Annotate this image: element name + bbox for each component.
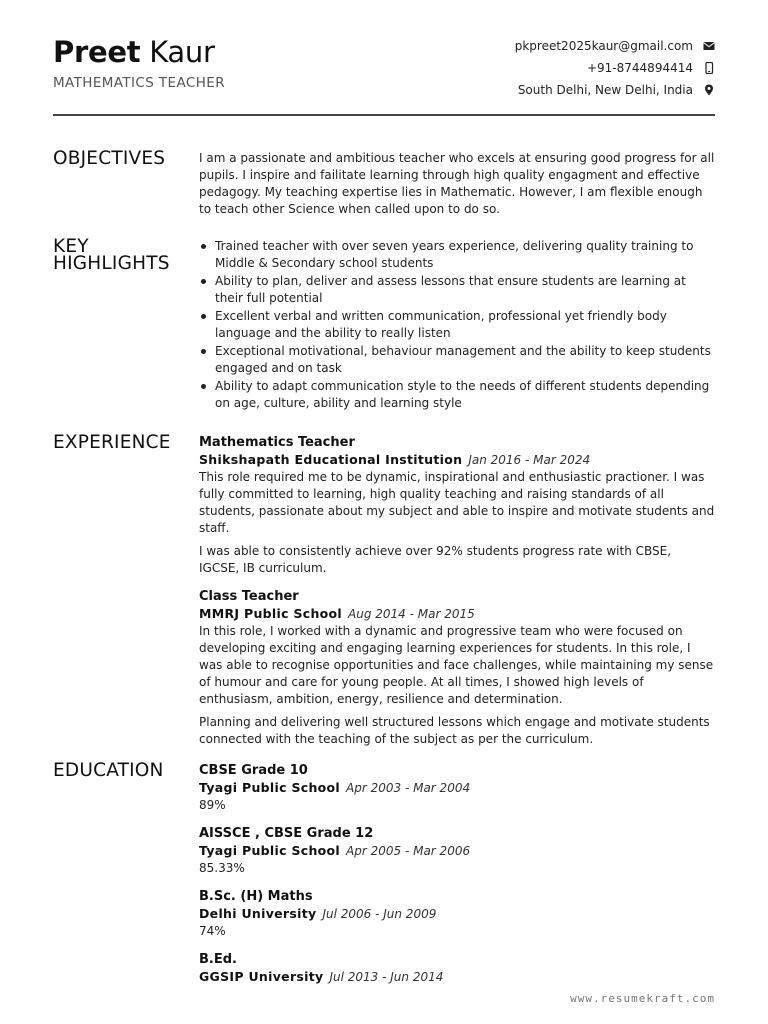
highlight-item [199,378,715,412]
education-entry [199,888,715,940]
location-row [515,82,715,104]
school-name: Delhi University [199,906,317,921]
phone-row [515,60,715,82]
highlight-text: Exceptional motivational, behaviour management and the ability to keep students engaged and on task [215,344,711,375]
highlights-heading-line1: KEY [53,236,89,257]
header-divider [53,114,715,116]
highlight-item [199,238,715,272]
school-name: Tyagi Public School [199,780,341,795]
degree: B.Ed. [199,952,237,967]
employer [199,451,715,469]
contact-info [515,38,715,104]
education-dates: Jul 2013 - Jun 2014 [329,970,444,984]
bullet-dot [201,384,206,389]
highlights-list [199,238,715,412]
job-description: In this role, I worked with a dynamic and progressive team who were focused on developing exciting and engaging learning experiences for students. In this role, I was able to recognise opportunities and face challenges, while maintaining my sense of humour and care for young people. At all times, I showed high levels of enthusiasm, ambition, energy, resilience and determination. [199,624,714,706]
footer-website[interactable]: www.resumekraft.com [570,992,715,1005]
employer [199,605,715,623]
highlight-item [199,308,715,342]
phone-text: +91-8744894414 [586,61,693,75]
objectives-heading: OBJECTIVES [53,148,166,169]
score: 89% [199,798,226,812]
highlight-text: Ability to adapt communication style to the needs of different students depending on age, culture, ability and learning style [215,379,710,410]
school [199,968,715,986]
location-text: South Delhi, New Delhi, India [517,83,693,97]
score: 74% [199,924,226,938]
first-name: Preet [53,35,141,69]
job-description: This role required me to be dynamic, inspirational and enthusiastic practioner. I was fully committed to learning, high quality teaching and raising standards of all students, passionate about my subject and able to inspire and motivate students and staff. [199,470,715,535]
job-dates: Aug 2014 - Mar 2015 [348,607,475,621]
bullet-dot [201,244,206,249]
education-dates: Apr 2005 - Mar 2006 [346,844,471,858]
degree: B.Sc. (H) Maths [199,889,313,904]
education-entry [199,825,715,877]
mobile-phone-icon [703,62,715,74]
objectives-text: I am a passionate and ambitious teacher who excels at ensuring good progress for all pupils. I inspire and failitate learning through high quality engagment and effective pedagogy. My teaching expertise lies in Mathematic. However, I am flexible enough to teach other Science when called upon to do so. [199,151,715,216]
school-name: GGSIP University [199,969,324,984]
job-title: Class Teacher [199,589,299,604]
education-heading: EDUCATION [53,760,164,781]
employer-name: Shikshapath Educational Institution [199,452,463,467]
education-entry [199,951,715,986]
employer-name: MMRJ Public School [199,606,343,621]
degree: CBSE Grade 10 [199,763,308,778]
job-title: Mathematics Teacher [199,435,355,450]
experience-heading: EXPERIENCE [53,432,171,453]
last-name: Kaur [149,35,215,69]
job-entry [199,588,715,748]
degree: AISSCE , CBSE Grade 12 [199,826,374,841]
education-dates: Apr 2003 - Mar 2004 [346,781,471,795]
map-pin-icon [703,84,715,96]
score: 85.33% [199,861,245,875]
bullet-dot [201,349,206,354]
highlight-item [199,343,715,377]
job-role: MATHEMATICS TEACHER [53,75,225,91]
school-name: Tyagi Public School [199,843,341,858]
highlights-heading [53,238,193,272]
email-text: pkpreet2025kaur@gmail.com [514,39,693,53]
candidate-name [53,34,215,70]
education-dates: Jul 2006 - Jun 2009 [322,907,437,921]
highlight-text: Trained teacher with over seven years experience, delivering quality training to Middle & Secondary school students [215,239,694,270]
school [199,905,715,923]
resume-header [53,34,715,114]
highlights-heading-line2: HIGHLIGHTS [53,253,170,274]
education-entry [199,762,715,814]
school [199,779,715,797]
email-row [515,38,715,60]
highlight-item [199,273,715,307]
job-achievement: Planning and delivering well structured lessons which engage and motivate students connected with the teaching of the subject as per the curriculum. [199,715,710,746]
envelope-icon [703,40,715,52]
highlight-text: Excellent verbal and written communication, professional yet friendly body language and the ability to really listen [215,309,667,340]
bullet-dot [201,279,206,284]
bullet-dot [201,314,206,319]
school [199,842,715,860]
job-dates: Jan 2016 - Mar 2024 [468,453,591,467]
highlight-text: Ability to plan, deliver and assess lessons that ensure students are learning at their full potential [215,274,686,305]
job-entry [199,434,715,577]
job-achievement: I was able to consistently achieve over 92% students progress rate with CBSE, IGCSE, IB curriculum. [199,544,672,575]
